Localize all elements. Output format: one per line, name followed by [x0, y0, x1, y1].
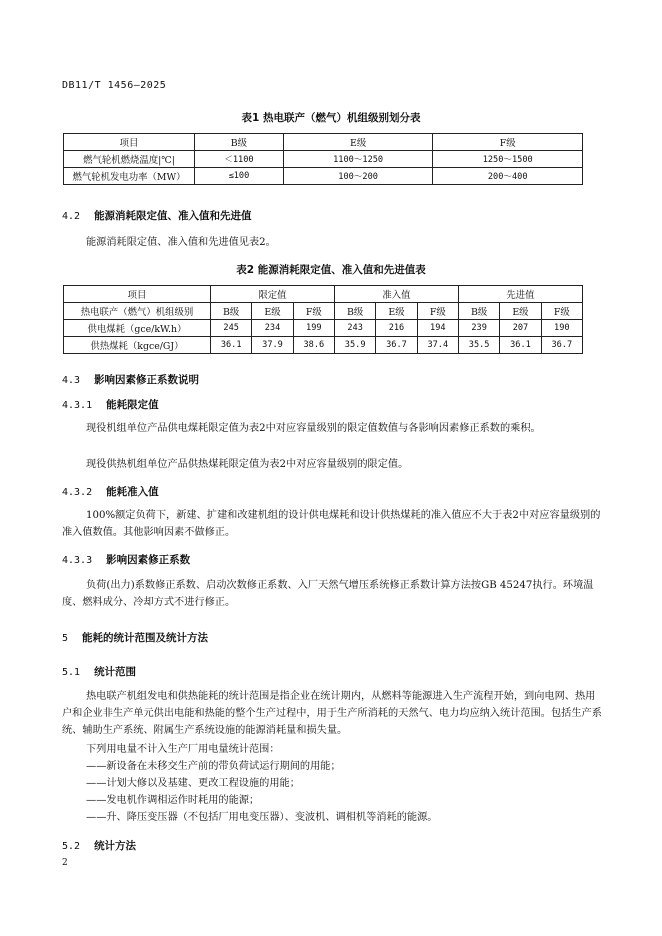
table-header-cell: E级	[500, 303, 541, 320]
section-number: 4.3	[62, 375, 81, 386]
paragraph: 能源消耗限定值、准入值和先进值见表2。	[86, 237, 276, 248]
table-header-cell: B级	[195, 134, 284, 151]
table2-caption: 表2 能源消耗限定值、准入值和先进值表	[236, 264, 426, 276]
table-cell: 35.9	[334, 337, 375, 354]
section-number: 4.3.1	[62, 400, 93, 411]
page-number: 2	[62, 858, 68, 868]
table-cell: 234	[252, 320, 293, 337]
table-header-cell: 项目	[64, 134, 195, 151]
table-header-cell: F级	[541, 303, 582, 320]
paragraph: 现役供热机组单位产品供热煤耗限定值为表2中对应容量级别的限定值。	[86, 459, 409, 470]
table-cell: 243	[334, 320, 375, 337]
section-number: 5.1	[62, 667, 81, 678]
section-number: 4.3.3	[62, 555, 93, 566]
section-title: 统计范围	[94, 666, 137, 678]
section-4-2-heading	[62, 208, 252, 223]
table-row	[64, 337, 583, 354]
table-cell: 供电煤耗（gce/kW.h）	[64, 320, 211, 337]
table-header-cell: B级	[334, 303, 375, 320]
table-cell: 供热煤耗（kgce/GJ）	[64, 337, 211, 354]
document-code: DB11/T 1456—2025	[62, 80, 167, 91]
table-cell: 100～200	[283, 168, 433, 185]
table1	[63, 133, 583, 185]
section-title: 能耗准入值	[106, 486, 159, 498]
table-header-cell: E级	[283, 134, 433, 151]
table-cell: ≤100	[195, 168, 284, 185]
table-cell: 1250～1500	[433, 151, 583, 168]
list	[86, 758, 602, 826]
paragraph: 下列用电量不计入生产厂用电量统计范围：	[86, 744, 280, 755]
table-cell: 190	[541, 320, 582, 337]
table-cell: 35.5	[458, 337, 499, 354]
table-cell: 239	[458, 320, 499, 337]
table-cell: 36.1	[500, 337, 541, 354]
table-header-cell: F级	[417, 303, 458, 320]
list-item: ——发电机作调相运作时耗用的能源；	[86, 795, 260, 806]
table2	[63, 285, 583, 354]
table-cell: 194	[417, 320, 458, 337]
table-header-cell: F级	[293, 303, 334, 320]
section-title: 能源消耗限定值、准入值和先进值	[94, 210, 252, 222]
table-cell: 1100～1250	[283, 151, 433, 168]
table-cell: 245	[211, 320, 252, 337]
table-header-cell: E级	[252, 303, 293, 320]
table-header-cell: B级	[458, 303, 499, 320]
table-header-cell: 准入值	[334, 286, 458, 303]
table-header-row	[64, 286, 583, 303]
table-header-cell: F级	[433, 134, 583, 151]
section-number: 5.2	[62, 841, 81, 852]
table-cell: 燃气轮机燃烧温度|℃|	[64, 151, 195, 168]
table-cell: 207	[500, 320, 541, 337]
section-number: 4.2	[62, 211, 81, 222]
section-5-1-heading	[62, 664, 136, 679]
table-cell: 200～400	[433, 168, 583, 185]
section-title: 影响因素修正系数说明	[94, 374, 200, 386]
list-item: ——升、降压变压器（不包括厂用电变压器）、变波机、调相机等消耗的能源。	[86, 812, 438, 823]
table-cell: 燃气轮机发电功率（MW）	[64, 168, 195, 185]
table-header-cell: 限定值	[211, 286, 335, 303]
table-header-cell: E级	[376, 303, 417, 320]
section-title: 影响因素修正系数	[106, 554, 191, 566]
table-cell: 36.1	[211, 337, 252, 354]
section-title: 能耗限定值	[106, 399, 159, 411]
list-item: ——新设备在未移交生产前的带负荷试运行期间的用能；	[86, 761, 341, 772]
section-4-3-3-heading	[62, 552, 190, 567]
list-item: ——计划大修以及基建、更改工程设施的用能；	[86, 778, 300, 789]
section-5-heading	[62, 630, 208, 645]
table-cell: 38.6	[293, 337, 334, 354]
paragraph: 负荷(出力)系数修正系数、启动次数修正系数、入厂天然气增压系统修正系数计算方法按GB 45247执行。环境温度、燃料成分、冷却方式不进行修正。	[62, 580, 594, 608]
table1-caption: 表1 热电联产（燃气）机组级别划分表	[241, 112, 421, 124]
section-4-3-2-heading	[62, 484, 159, 499]
table-cell: 36.7	[541, 337, 582, 354]
table-row	[64, 151, 583, 168]
table-header-row	[64, 303, 583, 320]
table-header-cell: B级	[211, 303, 252, 320]
table-cell: 37.4	[417, 337, 458, 354]
table-cell: ＜1100	[195, 151, 284, 168]
table-cell: 199	[293, 320, 334, 337]
table-header-cell: 先进值	[458, 286, 582, 303]
section-4-3-heading	[62, 372, 199, 387]
table-row	[64, 168, 583, 185]
table-row	[64, 320, 583, 337]
table-header-row	[64, 134, 583, 151]
table-header-cell: 项目	[64, 286, 211, 303]
table-header-cell: 热电联产（燃气）机组级别	[64, 303, 211, 320]
section-number: 5	[62, 633, 69, 644]
table-cell: 216	[376, 320, 417, 337]
section-number: 4.3.2	[62, 487, 93, 498]
section-5-2-heading	[62, 838, 136, 853]
section-4-3-1-heading	[62, 397, 159, 412]
table-cell: 37.9	[252, 337, 293, 354]
section-title: 能耗的统计范围及统计方法	[82, 632, 209, 644]
table-cell: 36.7	[376, 337, 417, 354]
section-title: 统计方法	[94, 840, 137, 852]
paragraph: 热电联产机组发电和供热能耗的统计范围是指企业在统计期内，从燃料等能源进入生产流程开始，到向电网、热用户和企业非生产单元供出电能和热能的整个生产过程中，用于生产所消耗的天然气、电力均应纳入统计范围。包括生产系统、辅助生产系统、附属生产系统设施的能源消耗量和损失量。	[62, 691, 602, 736]
paragraph: 现役机组单位产品供电煤耗限定值为表2中对应容量级别的限定值数值与各影响因素修正系数的乘积。	[86, 423, 541, 434]
paragraph: 100%额定负荷下，新建、扩建和改建机组的设计供电煤耗和设计供热煤耗的准入值应不大于表2中对应容量级别的准入值数值。其他影响因素不做修正。	[62, 510, 601, 538]
